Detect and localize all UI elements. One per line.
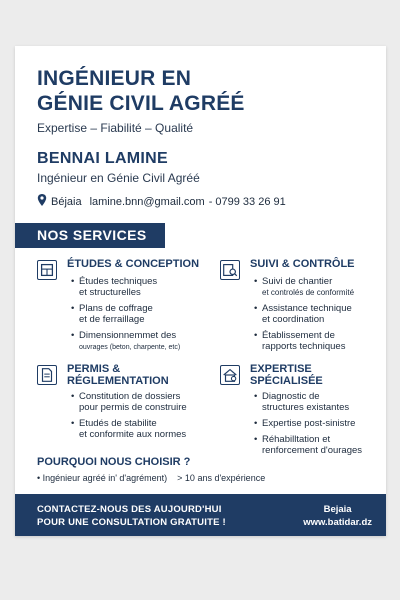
tagline: Expertise – Fiabilité – Qualité (37, 121, 194, 135)
list-item: • Études techniques et structurelles (71, 276, 180, 298)
list-item: • Réhabilltation et renforcement d'ourages (254, 434, 362, 456)
why-point: > 10 ans d'expérience (177, 473, 266, 483)
service-bullets (254, 276, 354, 357)
document-icon (37, 365, 57, 385)
service-expertise-specialisee (220, 363, 380, 463)
location-pin-icon (37, 194, 47, 209)
contact-line (37, 194, 286, 209)
website-link[interactable]: www.batidar.dz (303, 517, 372, 528)
title-line-2: GÉNIE CIVIL AGRÉÉ (37, 92, 245, 115)
blueprint-icon (37, 260, 57, 280)
list-item: • Établissement de rapports techniques (254, 330, 354, 352)
service-title: PERMIS & RÉGLEMENTATION (67, 363, 169, 387)
footer-city: Bejaia (323, 504, 352, 515)
service-bullets (254, 391, 362, 461)
why-point: • Ingénieur agréé in' d'agrément) (37, 473, 168, 483)
list-item: • Assistance technique et coordination (254, 303, 354, 325)
list-item: • Dimensionnemmet des ouvrages (beton, charpente, etc) (71, 330, 180, 353)
engineer-name: BENNAI LAMINE (37, 150, 169, 167)
structure-icon (220, 365, 240, 385)
service-suivi-controle (220, 258, 380, 368)
list-item: • Plans de coffrage et de ferraillage (71, 303, 180, 325)
service-bullets (71, 276, 180, 358)
service-etudes-conception (37, 258, 207, 368)
flyer-title (37, 66, 245, 116)
contact-phone[interactable]: - 0799 33 26 91 (208, 195, 286, 208)
why-choose-title: POURQUOI NOUS CHOISIR ? (37, 456, 191, 468)
contact-email[interactable]: lamine.bnn@gmail.com (89, 195, 205, 208)
footer-contact (303, 503, 372, 529)
services-banner: NOS SERVICES (15, 223, 165, 248)
contact-city: Béjaia (51, 195, 82, 208)
service-title: ÉTUDES & CONCEPTION (67, 258, 200, 270)
service-title: EXPERTISE SPÉCIALISÉE (250, 363, 323, 387)
title-line-1: INGÉNIEUR EN (37, 67, 192, 90)
footer-banner (15, 494, 386, 536)
call-to-action: CONTACTEZ-NOUS DES AUJOURD'HUI POUR UNE CONSULTATION GRATUITE ! (37, 504, 226, 528)
list-item: • Diagnostic de structures existantes (254, 391, 362, 413)
service-bullets (71, 391, 187, 445)
flyer (15, 46, 386, 536)
list-item: • Expertise post-sinistre (254, 418, 362, 429)
list-item: • Suivi de chantier et controlés de conformité (254, 276, 354, 298)
list-item: • Etudés de stabilite et conformite aux normes (71, 418, 187, 440)
list-item: • Constitution de dossiers pour permis de construire (71, 391, 187, 413)
inspection-icon (220, 260, 240, 280)
service-title: SUIVI & CONTRÔLE (250, 258, 355, 270)
service-permis-reglementation (37, 363, 212, 453)
engineer-role: Ingénieur en Génie Civil Agréé (37, 171, 200, 185)
why-choose-points (37, 473, 265, 483)
